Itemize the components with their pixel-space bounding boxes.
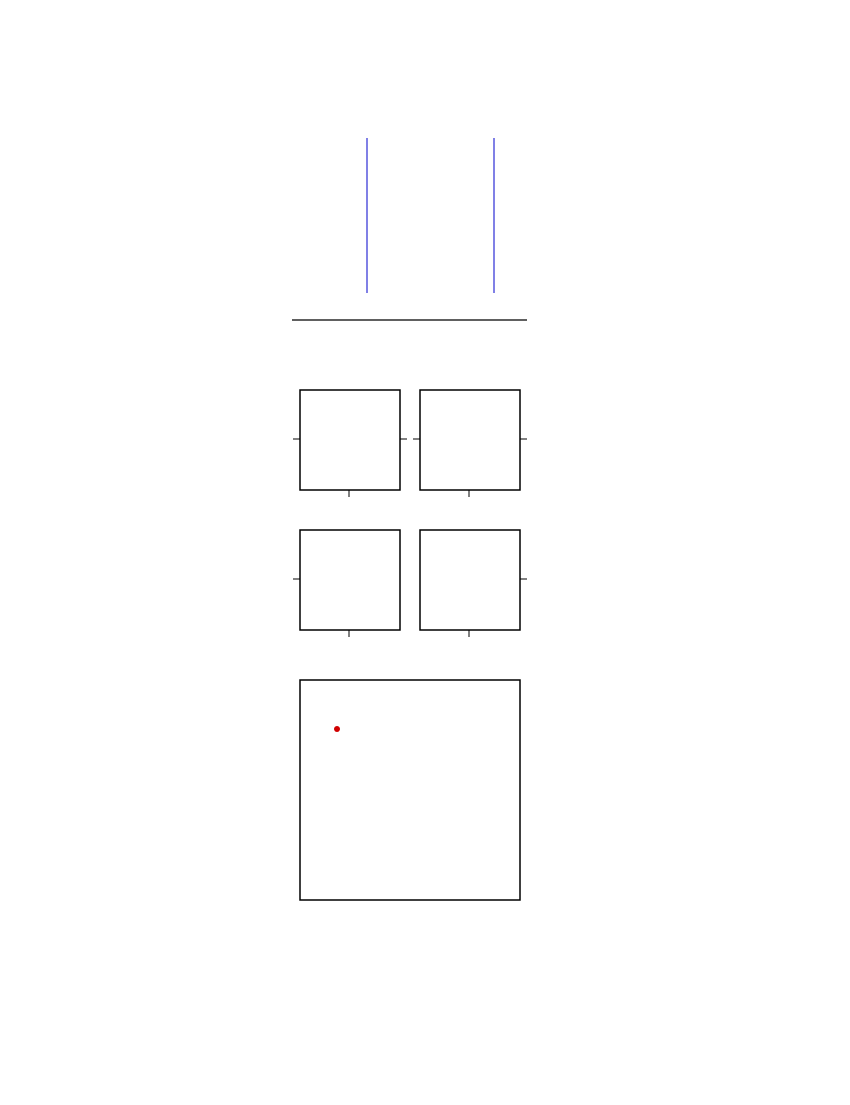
waveform-box-original [293,390,407,497]
waveform-box-corrected [413,390,527,497]
best-fit-marker [334,726,340,732]
trace-panel [292,138,527,320]
contour-frame [300,680,520,900]
particle-motion-corrected [420,530,527,637]
grid-search-plot [0,0,520,900]
particle-motion-original [293,530,400,637]
